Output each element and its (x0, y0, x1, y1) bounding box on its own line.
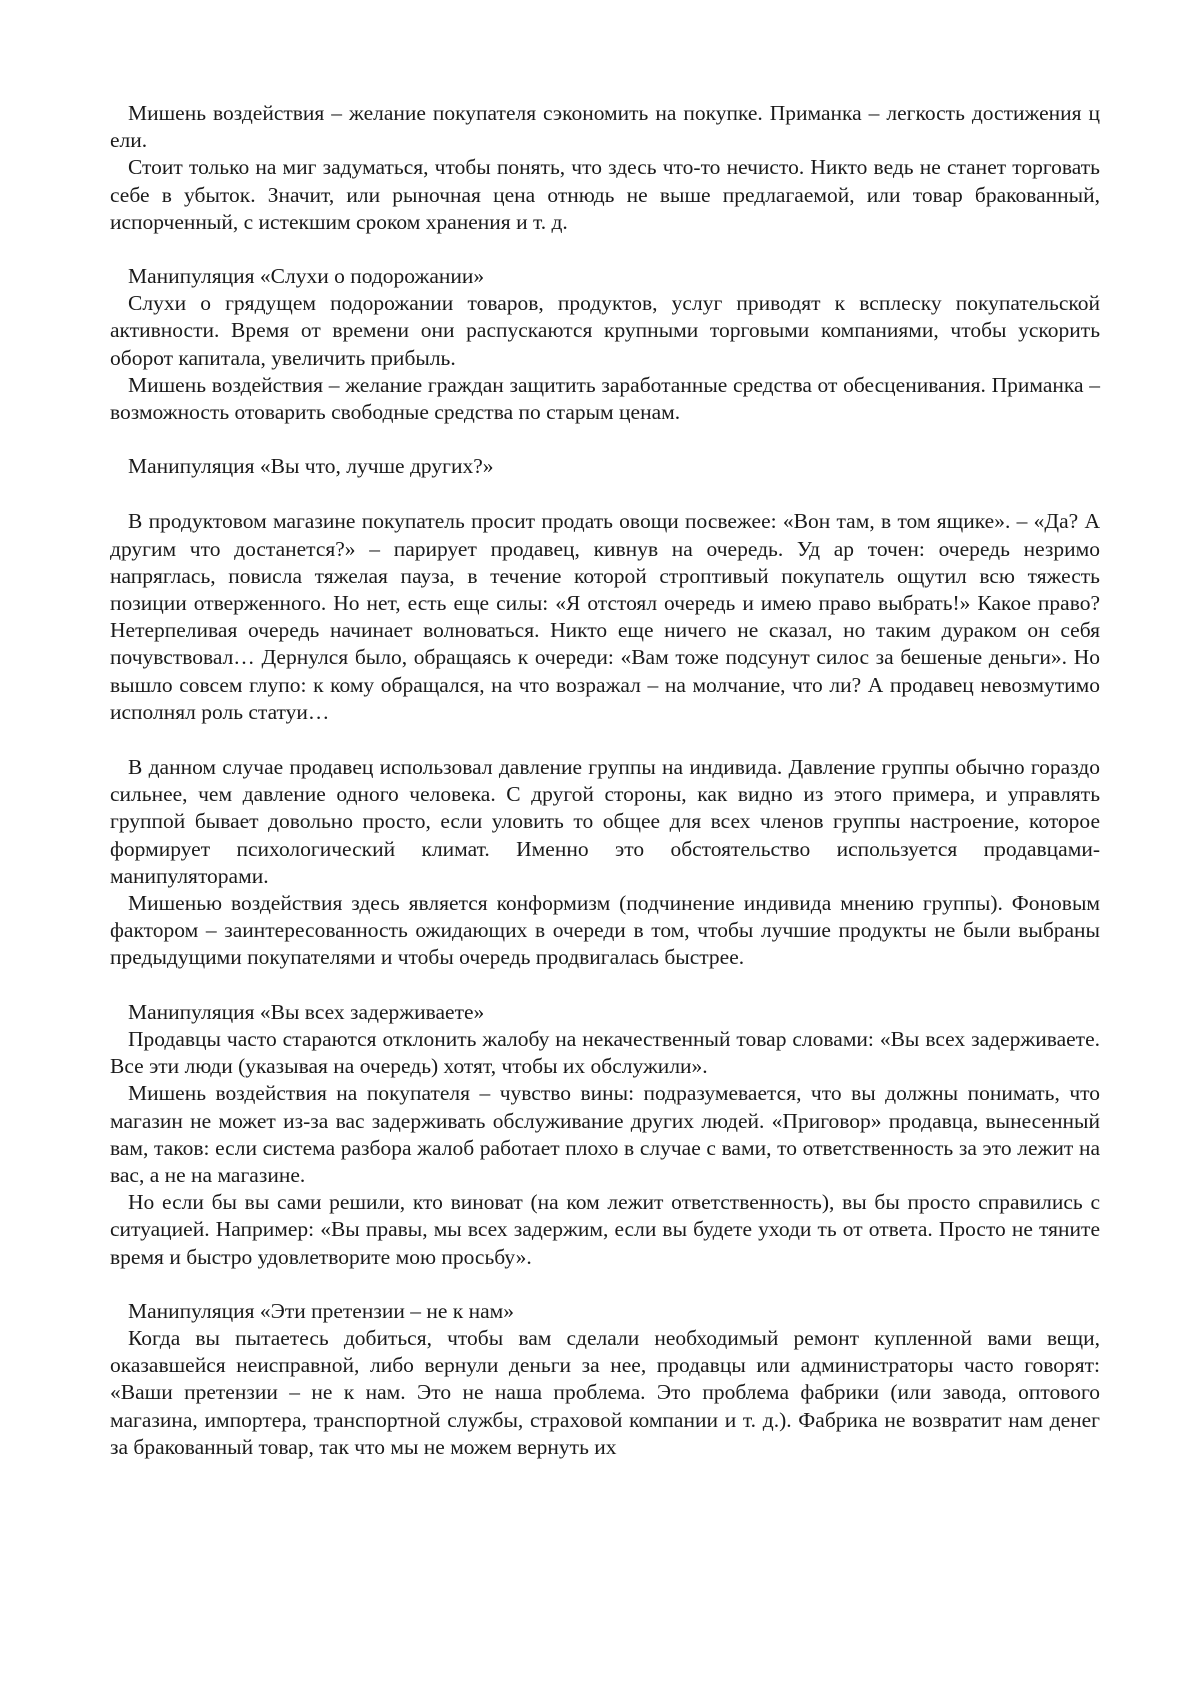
paragraph: Мишенью воздействия здесь является конформизм (подчинение индивида мнению группы). Фоновым фактором – заинтересованность ожидающих в очереди в том, чтобы лучшие продукты не были выбраны предыдущими покупателями и чтобы очередь продвигалась быстрее. (110, 891, 1100, 970)
paragraph: Но если бы вы сами решили, кто виноват (на ком лежит ответственность), вы бы просто справились с ситуацией. Например: «Вы правы, мы всех задержим, если вы будете уходи ть от ответа. Просто не тяните время и быстро удовлетворите мою просьбу». (110, 1190, 1100, 1269)
paragraph: Продавцы часто стараются отклонить жалобу на некачественный товар словами: «Вы всех задерживаете. Все эти люди (указывая на очередь) хотят, чтобы их обслужили». (110, 1026, 1100, 1079)
paragraph: Стоит только на миг задуматься, чтобы понять, что здесь что-то нечисто. Никто ведь не станет торговать себе в убыток. Значит, или рыночная цена отнюдь не выше предлагаемой, или товар бракованный, испорченный, с истекшим сроком хранения и т. д. (110, 155, 1100, 234)
paragraph: Слухи о грядущем подорожании товаров, продуктов, услуг приводят к всплеску покупательской активности. Время от времени они распускаются крупными торговыми компаниями, чтобы ускорить оборот капитала, увеличить прибыль. (110, 291, 1100, 370)
paragraph: Мишень воздействия – желание граждан защитить заработанные средства от обесценивания. Приманка – возможность отоварить свободные средства по старым ценам. (110, 372, 1100, 425)
section-heading: Манипуляция «Эти претензии – не к нам» (128, 1298, 514, 1323)
section-heading: Манипуляция «Слухи о подорожании» (128, 264, 485, 289)
paragraph: Когда вы пытаетесь добиться, чтобы вам сделали необходимый ремонт купленной вами вещи, оказавшейся неисправной, либо вернули деньги за нее, продавцы или администраторы часто говорят: «Ваши претензии – не к нам. Это не наша проблема. Это проблема фабрики (или завода, оптового магазина, импортера, транспортной службы, страховой компании и т. д.). Фабрика не возвратит нам денег за бракованный товар, так что мы не можем вернуть их (110, 1325, 1100, 1459)
document-page (110, 100, 1100, 1461)
paragraph: В данном случае продавец использовал давление группы на индивида. Давление группы обычно гораздо сильнее, чем давление одного человека. С другой стороны, как видно из этого примера, и управлять группой бывает довольно просто, если уловить то общее для всех членов группы настроение, которое формирует психологический климат. Именно это обстоятельство используется продавцами-манипуляторами. (110, 755, 1100, 888)
section-heading: Манипуляция «Вы что, лучше других?» (128, 454, 494, 479)
paragraph: Мишень воздействия – желание покупателя сэкономить на покупке. Приманка – легкость достижения ц ели. (110, 101, 1100, 153)
paragraph: В продуктовом магазине покупатель просит продать овощи посвежее: «Вон там, в том ящике». – «Да? А другим что достанется?» – парирует продавец, кивнув на очередь. Уд ар точен: очередь незримо напряглась, повисла тяжелая пауза, в течение которой строптивый покупатель ощутил всю тяжесть позиции отверженного. Но нет, есть еще силы: «Я отстоял очередь и имею право выбрать!» Какое право? Нетерпеливая очередь начинает волноваться. Никто еще ничего не сказал, но таким дураком он себя почувствовал… Дернулся было, обращаясь к очереди: «Вам тоже подсунут силос за бешеные деньги». Но вышло совсем глупо: к кому обращался, на что возражал – на молчание, что ли? А продавец невозмутимо исполнял роль статуи… (110, 509, 1100, 724)
section-heading: Манипуляция «Вы всех задерживаете» (128, 999, 485, 1024)
paragraph: Мишень воздействия на покупателя – чувство вины: подразумевается, что вы должны понимать, что магазин не может из-за вас задерживать обслуживание других людей. «Приговор» продавца, вынесенный вам, таков: если система разбора жалоб работает плохо в случае с вами, то ответственность за это лежит на вас, а не на магазине. (110, 1081, 1100, 1187)
